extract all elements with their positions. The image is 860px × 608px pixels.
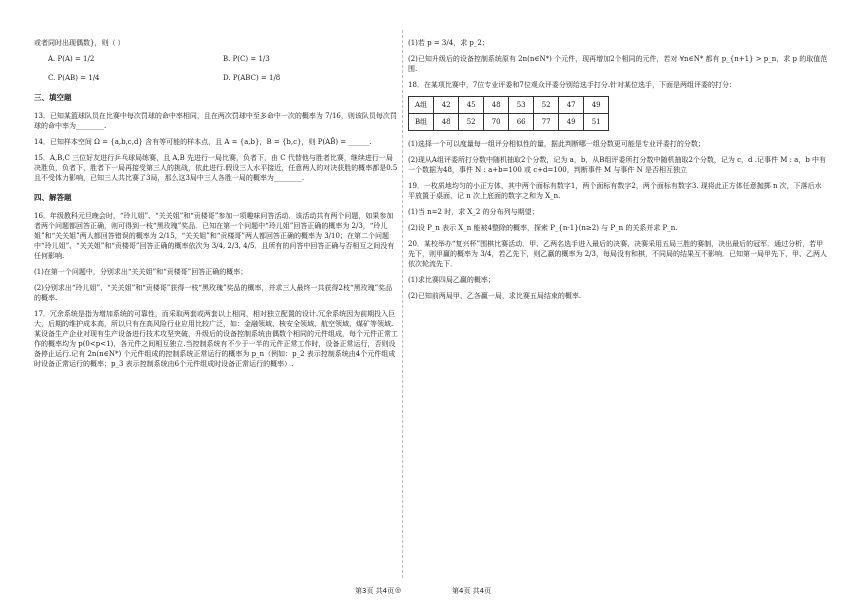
- question-18-part-2: (2)现从A组评委所打分数中随机抽取2个分数，记为 a，b，从B组评委所打分数中随机抽取2个分数，记为 c，d .记事件 M : a，b 中有一个数据为48，事件 N : a+b=100 或 c+d=100，判断事件 M 与事件 N 是否相互独立: [408, 156, 827, 174]
- table-cell: A组: [409, 97, 434, 114]
- question-15: 15．A,B,C 三位好友进行乒乓球局练赛，且 A,B 先进行一局比赛，负者下，由 C 代替他与胜者比赛，继续进行一局决胜负，负者下，胜者下一局再接受第三人的挑战，依此进行.假设三人水平接近，任意两人的对决获胜的概率都是0.5且不受体力影响，已知三人共比赛了3局，那么这3局中三人各胜一局的概率为________.: [34, 154, 398, 182]
- table-cell: 49: [584, 97, 609, 114]
- table-cell: 47: [559, 97, 584, 114]
- question-20-part-1: (1)求比赛四局乙赢的概率；: [408, 276, 495, 284]
- left-column: [34, 38, 398, 375]
- question-19-part-1: (1)当 n=2 时，求 X_2 的分布列与期望；: [408, 208, 539, 216]
- score-table: [408, 96, 609, 131]
- question-17-part-2: (2)已知升级后的设备控制系统原有 2n(n∈N*) 个元件，现再增加2个相同的元件，若对 ∀n∈N* 都有 p_{n+1} > p_n，求 p 的取值范围.: [408, 55, 828, 73]
- page-number-left: 第3页 共4页: [355, 587, 395, 595]
- option-c: C. P(AB) = 1/4: [48, 74, 100, 82]
- column-divider: [402, 30, 403, 578]
- right-column: [408, 38, 828, 307]
- q12-options: [34, 54, 398, 83]
- section-fill-blank-heading: 三、填空题: [34, 93, 72, 102]
- table-cell: 49: [559, 114, 584, 131]
- table-cell: 70: [484, 114, 509, 131]
- table-cell: 77: [534, 114, 559, 131]
- table-cell: 53: [509, 97, 534, 114]
- table-cell: 48: [484, 97, 509, 114]
- question-16-part-2: (2)分别求出“玲儿姐”、“关关姐”和“贡楼哥”获得一枝“黑玫瑰”奖品的概率，并求三人最终一共获得2枝“黑玫瑰”奖品的概率.: [34, 284, 393, 302]
- question-18: 18．在某项比赛中，7位专业评委和7位观众评委分别给选手打分.针对某位选手，下面是两组评委的打分：: [408, 81, 737, 89]
- binding-mark: ◎: [395, 586, 402, 594]
- question-18-part-1: (1)选择一个可以度量每一组评分相似性的量，据此判断哪一组分数更可能是专业评委打的分数；: [408, 140, 705, 148]
- option-b: B. P(C) = 1/3: [223, 55, 270, 63]
- question-19-part-2: (2)设 P_n 表示 X_n 能被4整除的概率，探索 P_{n-1}(n≥2) 与 P_n 的关系并求 P_n.: [408, 224, 678, 232]
- table-cell: 42: [434, 97, 459, 114]
- table-cell: 52: [459, 114, 484, 131]
- question-19: 19．一枚质地均匀的小正方体，其中两个面标有数字1，两个面标有数字2，两个面标有数字3. 现将此正方体任意抛掷 n 次，下落后水平放置于桌面，记 n 次上底面的数字之和为 X_n.: [408, 182, 822, 200]
- section-answer-heading: 四、解答题: [34, 193, 72, 202]
- table-row: [409, 97, 609, 114]
- option-a: A. P(A) = 1/2: [48, 55, 95, 63]
- option-d: D. P(ABC) = 1/8: [223, 74, 281, 82]
- question-14: 14．已知样本空间 Ω = {a,b,c,d} 含有等可能的样本点，且 A = {a,b}，B = {b,c}，则 P(AB̄) = ______.: [34, 138, 372, 146]
- question-20-part-2: (2)已知前两局甲、乙各赢一局，求比赛五局结束的概率.: [408, 292, 582, 300]
- question-13: 13．已知某篮球队员在比赛中每次罚球的命中率相同，且在两次罚球中至多命中一次的概率为 7/16，则该队员每次罚球的命中率为________.: [34, 112, 397, 130]
- q12-intro: 或者同时出现偶数}，则（ ）: [34, 39, 125, 47]
- question-17-part-1: (1)若 p = 3/4，求 p_2；: [408, 39, 489, 47]
- page-number-right: 第4页 共4页: [452, 587, 492, 595]
- table-cell: B组: [409, 114, 434, 131]
- question-16-part-1: (1)在第一个问题中，分别求出“关关姐”和“贡楼哥”回答正确的概率；: [34, 268, 248, 276]
- table-row: [409, 114, 609, 131]
- table-cell: 48: [434, 114, 459, 131]
- question-17: 17．冗余系统是指为增加系统的可靠性，而采取两套或两套以上相同，相对独立配置的设计.冗余系统因为前期投入巨大，后期的维护成本高，所以只有在高风险行业应用比较广泛，如：金融领域、核安全领域、航空领域、煤矿等领域.某设备生产企业对现有生产设备进行技术攻坚突破，升级后的设备控制系统由偶数个相同的元件组成，每个元件正常工作的概率均为 p(0<p<1)，各元件之间相互独立.当控制系统有不少于一半的元件正常工作时，设备正常运行，否则设备停止运行.记有 2n(n∈N*) 个元件组成的控制系统正常运行的概率为 p_n（例如：p_2 表示控制系统由4个元件组成时设备正常运行的概率；p_3 表示控制系统由6个元件组成时设备正常运行的概率）.: [34, 310, 398, 368]
- table-cell: 51: [584, 114, 609, 131]
- table-cell: 52: [534, 97, 559, 114]
- question-20: 20．某校举办“复兴杯”围棋比赛活动．甲、乙两名选手进入最后的决赛，决赛采用五局三胜的赛制，决出最后的冠军．通过分析，若甲先下，则甲赢的概率为 3/4，若乙先下，则乙赢的概率为 2/3，每局没有和棋，不同局的结果互不影响．已知第一局甲先下，甲、乙两人依次轮流先下．: [408, 240, 827, 268]
- question-16: 16．年级教科元旦晚会时，“玲儿姐”、“关关姐”和“贡楼哥”参加一项趣味问答活动．该活动共有两个问题，如果参加者两个问题都回答正确，则可得到一枝“黑玫瑰”奖品．已知在第一个问题中“玲儿姐”回答正确的概率为 2/3，“玲儿姐”和“关关姐”两人都回答错误的概率为 2/15，“关关姐”和“贡楼哥”两人都回答正确的概率为 3/10；在第二个问题中“玲儿姐”、“关关姐”和“贡楼哥”回答正确的概率依次为 3/4, 2/3, 4/5．且所有的问答中回答正确与否相互之间没有任何影响.: [34, 212, 395, 260]
- table-cell: 66: [509, 114, 534, 131]
- table-cell: 45: [459, 97, 484, 114]
